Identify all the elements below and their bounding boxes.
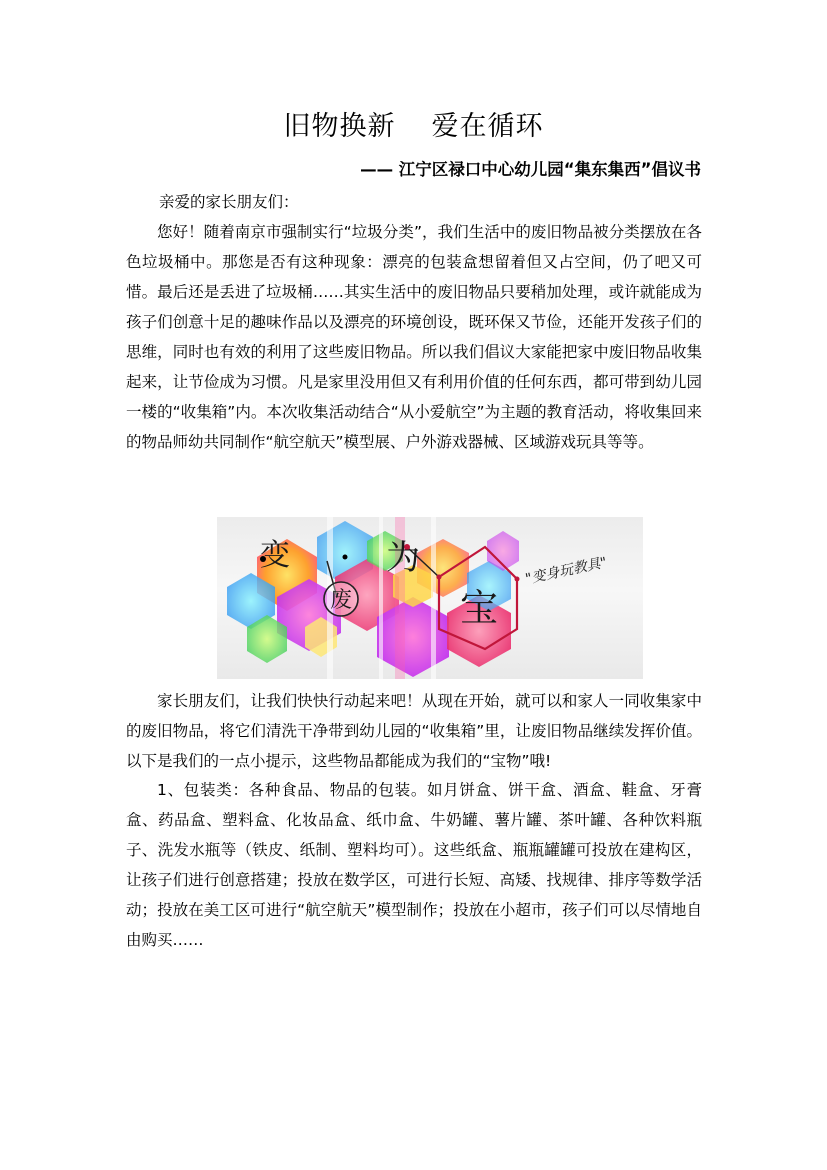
- banner-char-3: 为: [386, 538, 420, 578]
- banner-char-1: 变: [260, 538, 290, 573]
- document-subtitle: —— 江宁区禄口中心幼儿园“集东集西”倡议书: [360, 160, 701, 179]
- banner-char-4: 宝: [459, 586, 499, 630]
- salutation: 亲爱的家长朋友们：: [159, 193, 299, 211]
- title-part-1: 旧物换新: [283, 111, 396, 142]
- document-title: [0, 104, 827, 143]
- paragraph-packaging: 1、包装类：各种食品、物品的包装。如月饼盒、饼干盒、酒盒、鞋盒、牙膏盒、药品盒、塑料盒、化妆品盒、纸巾盒、牛奶罐、薯片罐、茶叶罐、各种饮料瓶子、洗发水瓶等（铁皮、纸制、塑料均可）。这些纸盒、瓶瓶罐罐可投放在建构区，让孩子们进行创意搭建；投放在数学区，可进行长短、高矮、找规律、排序等数学活动；投放在美工区可进行“航空航天”模型制作；投放在小超市，孩子们可以尽情地自由购买……: [126, 781, 702, 949]
- paragraph-call-to-action: 家长朋友们，让我们快快行动起来吧！从现在开始，就可以和家人一同收集家中的废旧物品，将它们清洗干净带到幼儿园的“收集箱”里，让废旧物品继续发挥价值。以下是我们的一点小提示，这些物品都能成为我们的“宝物”哦!: [126, 692, 702, 770]
- banner-graphic: [217, 517, 643, 679]
- banner-char-2: 废: [329, 588, 353, 613]
- banner-image: [217, 517, 643, 679]
- paragraph-intro: 您好！随着南京市强制实行“垃圾分类”，我们生活中的废旧物品被分类摆放在各色垃圾桶中。那您是否有这种现象：漂亮的包装盒想留着但又占空间，仍了吧又可惜。最后还是丢进了垃圾桶……其实生活中的废旧物品只要稍加处理，或许就能成为孩子们创意十足的趣味作品以及漂亮的环境创设，既环保又节俭，还能开发孩子们的思维，同时也有效的利用了这些废旧物品。所以我们倡议大家能把家中废旧物品收集起来，让节俭成为习惯。凡是家里没用但又有利用价值的任何东西，都可带到幼儿园一楼的“收集箱”内。本次收集活动结合“从小爱航空”为主题的教育活动，将收集回来的物品师幼共同制作“航空航天”模型展、户外游戏器械、区域游戏玩具等等。: [126, 223, 702, 451]
- title-part-2: 爱在循环: [431, 111, 544, 142]
- banner-slogan: "变身玩教具": [523, 554, 609, 588]
